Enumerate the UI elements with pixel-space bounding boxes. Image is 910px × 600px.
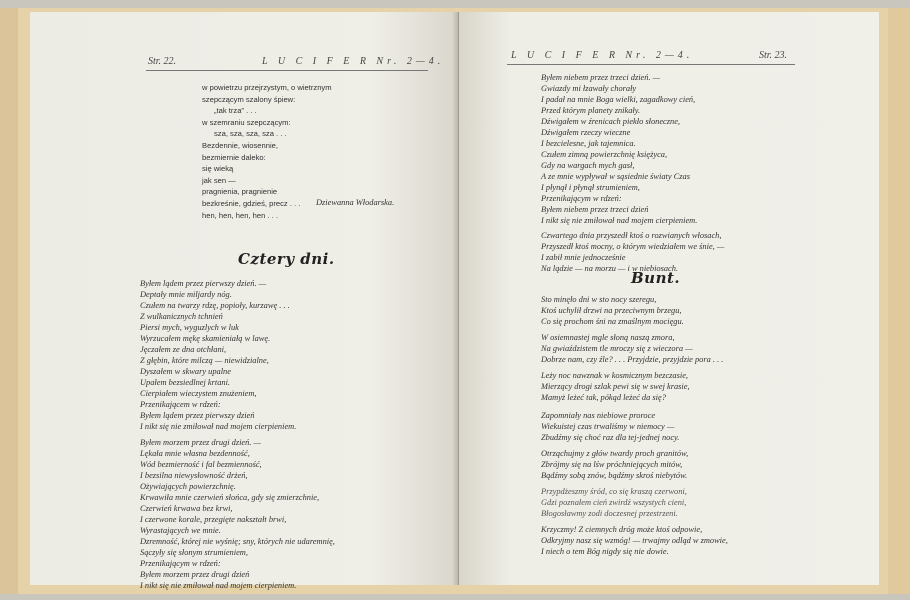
line: Odkryjmy nasz się wzmóg! — trwajmy odląd w zmowie, [541,536,728,545]
line: szepczącym szalony śpiew: [202,94,296,104]
line: A ze mnie wypływał w sąsiednie światy Czas [541,172,690,181]
right-page-number: Str. 23. [759,50,788,61]
line: Czwartego dnia przyszedł ktoś o rozwianych włosach, [541,231,722,240]
line: Deptały mnie miljardy nóg. [140,290,232,299]
line: sza, sza, sza, sza . . . [214,129,287,139]
left-header-rule [146,70,428,71]
line: I nikt się nie zmiłował nad mojem cierpieniem. [140,422,297,431]
line: Dyszałem w skwary upalne [140,367,231,376]
poem-stanza2 [140,437,335,591]
poem-stanza3 [541,72,697,226]
line: Byłem lądem przez pierwszy dzień [140,411,255,420]
left-page [30,12,459,590]
line: się wieką [202,164,234,174]
right-journal-title: L U C I F E R Nr. 2—4. [511,50,694,61]
line: W osiemnastej mgle słoną naszą zmora, [541,333,675,342]
line: Byłem niebem przez trzeci dzień [541,205,649,214]
poem2-stanza4 [541,410,679,443]
line: I zabił mnie jednocześnie [541,253,626,262]
poem2-stanza2 [541,332,723,365]
poem2-title: Bunt. [631,269,681,287]
line: Przyszedł ktoś mocny, o którym wiedziałem we śnie, — [541,242,725,251]
poem-title: Cztery dni. [238,250,335,268]
right-page-header [459,50,879,66]
cover-edge-right [888,8,910,594]
poem2-stanza3 [541,370,690,403]
line: Na lądzie — na morzu — i w niebiosach. [541,264,679,273]
line: Jęczałem ze dna otchłani, [140,345,227,354]
line: Krwawiła mnie czerwień słońca, gdy się zmierzchnie, [140,493,320,502]
line: I nikt się nie zmiłował nad mojem cierpieniem. [541,216,698,225]
line: Przenikającem w rdzeń: [140,400,221,409]
line: bezmiernie daleko: [202,152,266,162]
line: Błogosławmy zodi doczesnej przestrzeni. [541,509,678,518]
poem-stanza1 [140,278,296,432]
poem2-stanza7 [541,524,728,557]
line: Gdy na wargach mych gasł, [541,161,635,170]
line: Mierzący drogi szlak pewi się w swej krasie, [541,382,690,391]
line: Wyrastających we mnie. [140,526,221,535]
line: Sto minęło dni w sto nocy szeregu, [541,295,657,304]
line: Byłem morzem przez drugi dzień [140,570,250,579]
line: Byłem niebem przez trzeci dzień. — [541,73,661,82]
line: hen, hen, hen, hen . . . [202,210,278,220]
line: Cierpiałem wieczystem znużeniem, [140,389,257,398]
line: Dźwigałem w źrenicach piekło słoneczne, [541,117,681,126]
line: Ożywiających powierzchnię. [140,482,236,491]
line: w szemraniu szepczącym: [202,117,291,127]
line: Ktoś uchylił drzwi na przeciwnym brzegu, [541,306,682,315]
line: Mamyż leżeć tak, pókąd leżeć da się? [541,393,666,402]
line: I płynął i płynął strumieniem, [541,183,640,192]
line: Byłem morzem przez drugi dzień. — [140,438,261,447]
line: Czerwień krwawa bez krwi, [140,504,233,513]
line: Wiekuistej czas trwaliśmy w niemocy — [541,422,675,431]
right-page [459,12,879,585]
left-page-number: Str. 22. [148,56,177,67]
line: I bezcielesne, jak tajemnica. [541,139,636,148]
line: bezkreśnie, gdzieś, precz . . . [202,198,301,208]
line: Dzremność, której nie wyśnię; sny, których nie udaremnię, [140,537,335,546]
line: Z głębin, które milczą — niewidzialne, [140,356,269,365]
cover-edge-left [0,8,18,594]
line: Przed którym planety znikały. [541,106,641,115]
line: Piersi mych, wyguzlych w luk [140,323,239,332]
line: Na gwiaździstem tle mroczy się z wieczora — [541,344,693,353]
line: Przypdżeszmy śród, co się kraszą czerwoni, [541,487,687,496]
line: Bezdennie, wiosennie, [202,141,278,150]
line: I niech o tem Bóg nigdy się nie dowie. [541,547,669,556]
line: Upałem bezsiedlnej krtani. [140,378,231,387]
line: Co się prochom śni na zmaślnym mocięgu. [541,317,684,326]
line: Zbrójmy się na lśw próchniejących mitów, [541,460,683,469]
line: Leży noc nawznak w kosmicznym bezczasie, [541,371,689,380]
line: jak sen — [202,175,236,185]
right-header-rule [507,64,795,65]
poem2-stanza6 [541,486,687,519]
line: I padał na mnie Boga wielki, zagadkowy cień, [541,95,696,104]
line: Przenikającym w rdzeń: [140,559,221,568]
poem-top-stanza2 [202,140,300,221]
line: Otrząchujmy z głów twardy proch granitów, [541,449,689,458]
line: Lękała mnie własna bezdenność, [140,449,250,458]
line: Zapomniały nas niebiowe proroce [541,411,656,420]
poem-top-stanza1 [202,82,332,140]
line: Czułem na twarzy rdzę, popioły, kurzawę . . . [140,301,290,310]
line: Czułem zimną powierzchnię księżyca, [541,150,668,159]
left-journal-title: L U C I F E R Nr. 2—4. [262,56,445,67]
line: pragnienia, pragnienie [202,187,278,197]
line: I czerwone korale, przegięte nakształt brwi, [140,515,287,524]
line: Dźwigałem rzeczy wieczne [541,128,631,137]
line: Gwiazdy mi łzawały chorały [541,84,637,93]
poem2-stanza1 [541,294,684,327]
line: Wód bezmierność i fal bezmienność, [140,460,262,469]
line: Przenikającym w rdzeń: [541,194,622,203]
line: Sączyły się słonym strumieniem, [140,548,248,557]
line: „tak trza” . . . [214,106,257,116]
line: Byłem lądem przez pierwszy dzień. — [140,279,267,288]
line: I bezsilna niewysłowność drżeń, [140,471,248,480]
left-page-header [30,56,458,72]
line: Gdzi poznałem cień zwirdź wszystych cieni, [541,498,687,507]
line: Dobrze nam, czy źle? . . . Przyjdzie, przyjdzie pora . . . [541,355,724,364]
author-signature: Dziewanna Włodarska. [316,198,395,207]
line: Wyrzucałem mękę skamieniałą w lawę. [140,334,271,343]
line: Zbudźmy się choć raz dla tej-jednej nocy. [541,433,680,442]
line: Bądźmy sobą znów, bądźmy skroś niebytów. [541,471,688,480]
poem2-stanza5 [541,448,688,481]
poem-stanza4 [541,230,724,274]
line: Krzyczmy! Z ciemnych dróg może ktoś odpowie, [541,525,703,534]
line: Z wulkanicznych tchnień [140,312,223,321]
line: w powietrzu przejrzystym, o wietrznym [202,83,332,92]
line: I nikt się nie zmiłował nad mojem cierpieniem. [140,581,297,590]
